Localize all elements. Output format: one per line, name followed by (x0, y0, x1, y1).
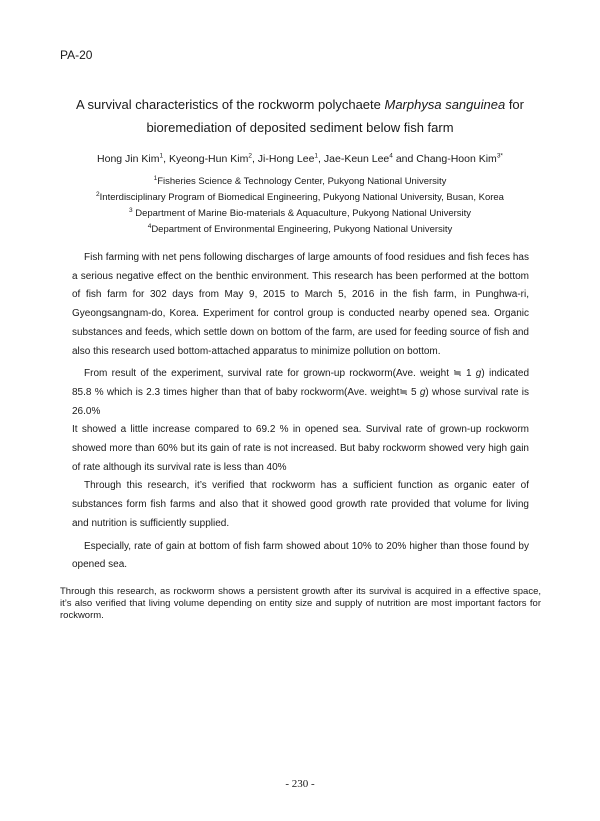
affiliation-text: Fisheries Science & Technology Center, Pukyong National University (157, 176, 447, 187)
abstract-paragraph: Especially, rate of gain at bottom of fish farm showed about 10% to 20% higher than those found by opened sea. (72, 540, 529, 571)
abstract-paragraph: It showed a little increase compared to 69.2 % in opened sea. Survival rate of grown-up rockworm showed more than 60% but its gain of rate is not increased. But baby rockworm showed very high gain of rate although its survival rate is less than 40% (72, 424, 529, 473)
affiliation (40, 224, 560, 235)
abstract-paragraph: Through this research, it’s verified that rockworm has a sufficient function as organic eater of substances form fish farms and also that it showed good growth rate provided that volume for living and nutrition is sufficiently supplied. (72, 480, 529, 529)
unit-gram: g (419, 386, 426, 398)
species-name: Marphysa sanguinea (384, 97, 506, 112)
author-list (40, 153, 560, 165)
author-name: Chang-Hoon Kim (416, 153, 497, 165)
author-separator: and (392, 153, 417, 165)
author-separator: , (318, 153, 324, 165)
paper-title (40, 93, 560, 139)
author-affiliation-mark: 1 (314, 152, 319, 160)
closing-paragraph: Through this research, as rockworm shows a persistent growth after its survival is acquired in a effective space, it’s also verified that living volume depending on entity size and supply of nutrition are most important factors for rockworm. (60, 586, 541, 621)
abstract-code: PA-20 (60, 48, 93, 62)
affiliation-mark: 1 (153, 174, 158, 182)
author-name: Jae-Keun Lee (323, 153, 390, 165)
affiliation-mark: 2 (96, 190, 100, 198)
author-affiliation-mark: 1 (159, 152, 164, 160)
author-name: Kyeong-Hun Kim (168, 153, 249, 165)
abstract-paragraph: Fish farming with net pens following discharges of large amounts of food residues and fish feces has a serious negative effect on the benthic environment. This research has been performed at the bottom of fish farm for 302 days from May 9, 2015 to March 5, 2016 in the fish farm, in Punghwa-ri, Gyeongsangnam-do, Korea. Experiment for control group is conducted nearby opened sea. Organic substances and feeds, which settle down on bottom of the farm, are used for feeding source of fish and also this research used bottom-attached apparatus to minimize pollution on bottom. (72, 252, 529, 357)
unit-gram: g (475, 368, 482, 380)
title-prefix: A survival characteristics of the rockworm polychaete (75, 97, 385, 112)
author-name: Ji-Hong Lee (257, 153, 315, 165)
affiliation-mark: 3 (128, 206, 133, 214)
page-number: - 230 - (285, 778, 315, 790)
abstract-paragraph (72, 365, 529, 421)
affiliation (40, 176, 560, 187)
author-affiliation-mark: 2 (248, 152, 252, 160)
affiliation-text: Department of Environmental Engineering, Pukyong National University (151, 224, 453, 235)
affiliation (40, 192, 560, 203)
results-text: ) indicated 85.8 % which is 2.3 times higher than that of baby rockworm(Ave. weight≒ 5 (72, 368, 530, 398)
author-name: Hong Jin Kim (97, 153, 160, 165)
abstract-body (72, 249, 529, 575)
results-text: From result of the experiment, survival rate for grown-up rockworm(Ave. weight ≒ 1 (84, 368, 476, 380)
author-affiliation-mark: 4 (389, 152, 393, 160)
affiliation-text: Interdisciplinary Program of Biomedical Engineering, Pukyong National University, Busan, Korea (99, 192, 504, 203)
author-separator: , (163, 153, 169, 165)
results-text: ) whose survival rate is 26.0% (72, 386, 529, 417)
affiliation (40, 208, 560, 219)
affiliation-text: Department of Marine Bio-materials & Aquaculture, Pukyong National University (132, 208, 472, 219)
affiliation-mark: 4 (147, 222, 152, 230)
author-affiliation-mark: 3* (496, 152, 503, 160)
author-separator: , (251, 153, 258, 165)
title-line-2: bioremediation of deposited sediment below fish farm (146, 120, 454, 135)
title-suffix: for (505, 97, 524, 112)
